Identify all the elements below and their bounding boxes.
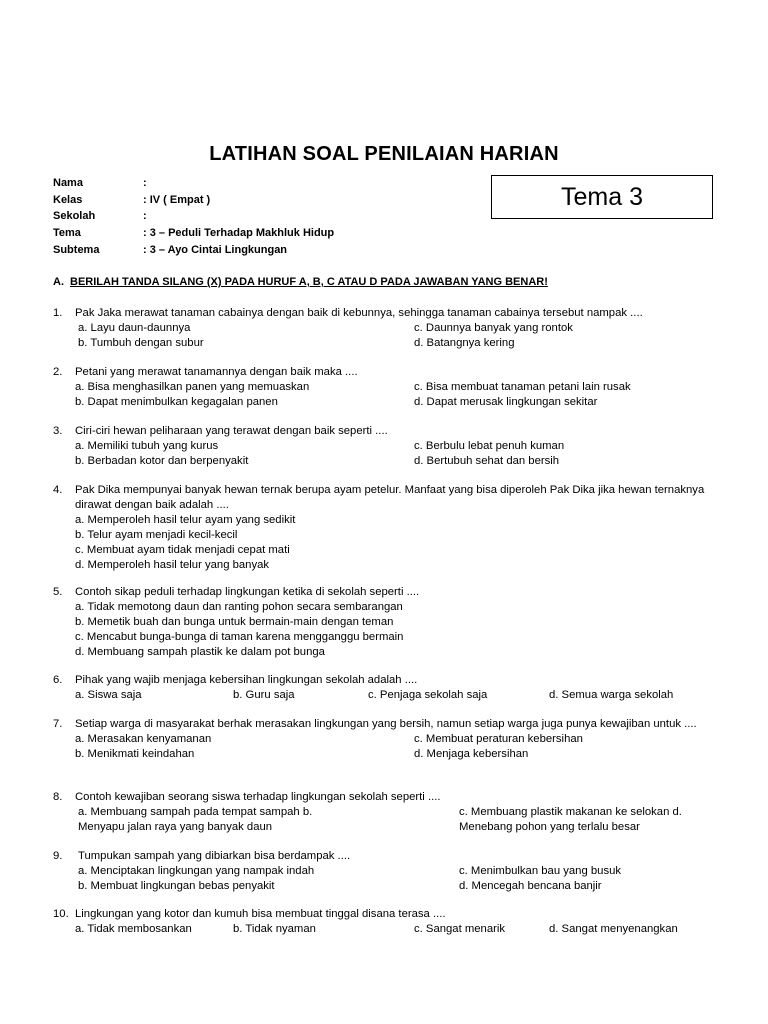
option-a[interactable]: a. Siswa saja (75, 689, 142, 701)
option-d[interactable]: d. Batangnya kering (414, 337, 515, 349)
question-7 (53, 717, 733, 762)
question-text: Contoh kewajiban seorang siswa terhadap lingkungan sekolah seperti .... (75, 791, 441, 803)
option-c[interactable]: c. Daunnya banyak yang rontok (414, 322, 573, 334)
question-4 (53, 483, 733, 573)
option-c[interactable]: c. Mencabut bunga-bunga di taman karena mengganggu bermain (75, 631, 404, 643)
option-d[interactable]: d. Menjaga kebersihan (414, 748, 529, 760)
theme-box (491, 175, 713, 219)
option-d[interactable]: d. Sangat menyenangkan (549, 923, 678, 935)
option-d[interactable]: d. Memperoleh hasil telur yang banyak (75, 559, 270, 571)
option-b[interactable]: b. Membuat lingkungan bebas penyakit (78, 880, 275, 892)
option-a[interactable]: a. Layu daun-daunnya (78, 322, 191, 334)
question-number: 9. (53, 850, 63, 862)
question-number: 3. (53, 425, 63, 437)
info-value: : IV ( Empat ) (143, 193, 211, 206)
option-c[interactable]: c. Sangat menarik (414, 923, 506, 935)
section-instruction (53, 276, 548, 288)
question-number: 10. (53, 908, 69, 920)
question-8 (53, 790, 733, 835)
option-c[interactable]: c. Membuat ayam tidak menjadi cepat mati (75, 544, 290, 556)
info-value: : 3 – Peduli Terhadap Makhluk Hidup (143, 227, 335, 240)
question-number: 5. (53, 586, 63, 598)
info-label: Sekolah (53, 210, 96, 223)
option-a[interactable]: a. Merasakan kenyamanan (75, 733, 212, 745)
info-label: Tema (53, 227, 81, 240)
question-5 (53, 585, 733, 660)
option-a[interactable]: a. Bisa menghasilkan panen yang memuaskan (75, 381, 310, 393)
question-number: 1. (53, 307, 63, 319)
option-c[interactable]: c. Membuang plastik makanan ke selokan d. (459, 806, 682, 818)
question-2 (53, 365, 733, 410)
option-c[interactable]: c. Berbulu lebat penuh kuman (414, 440, 565, 452)
student-info (53, 175, 334, 258)
question-number: 4. (53, 484, 63, 496)
question-text: Petani yang merawat tanamannya dengan baik maka .... (75, 366, 358, 378)
option-b[interactable]: Menyapu jalan raya yang banyak daun (78, 821, 273, 833)
option-c[interactable]: c. Bisa membuat tanaman petani lain rusak (414, 381, 631, 393)
question-10 (53, 907, 733, 937)
worksheet-title: LATIHAN SOAL PENILAIAN HARIAN (209, 143, 559, 165)
option-b[interactable]: b. Tumbuh dengan subur (78, 337, 204, 349)
question-number: 6. (53, 674, 63, 686)
option-c[interactable]: c. Membuat peraturan kebersihan (414, 733, 583, 745)
question-text: Pak Jaka merawat tanaman cabainya dengan baik di kebunnya, sehingga tanaman cabainya tersebut nampak .... (75, 307, 643, 319)
question-text: Contoh sikap peduli terhadap lingkungan ketika di sekolah seperti .... (75, 586, 420, 598)
theme-box-label: Tema 3 (561, 182, 643, 211)
question-6 (53, 673, 733, 703)
info-row-tema (53, 225, 334, 242)
question-number: 8. (53, 791, 63, 803)
question-text: Tumpukan sampah yang dibiarkan bisa berdampak .... (78, 850, 351, 862)
option-a[interactable]: a. Membuang sampah pada tempat sampah b. (78, 806, 313, 818)
option-b[interactable]: b. Memetik buah dan bunga untuk bermain-main dengan teman (75, 616, 394, 628)
question-9 (53, 849, 733, 894)
option-b[interactable]: b. Menikmati keindahan (75, 748, 195, 760)
option-a[interactable]: a. Memperoleh hasil telur ayam yang sedikit (75, 514, 296, 526)
info-row-subtema (53, 242, 334, 259)
question-1 (53, 306, 733, 351)
question-3 (53, 424, 733, 469)
question-text: Ciri-ciri hewan peliharaan yang terawat dengan baik seperti .... (75, 425, 388, 437)
option-d[interactable]: Menebang pohon yang terlalu besar (459, 821, 640, 833)
section-letter: A. (53, 276, 64, 288)
info-label: Nama (53, 177, 83, 189)
instruction-text: BERILAH TANDA SILANG (X) PADA HURUF A, B, C ATAU D PADA JAWABAN YANG BENAR! (70, 276, 548, 288)
option-d[interactable]: d. Membuang sampah plastik ke dalam pot bunga (75, 646, 325, 658)
option-c[interactable]: c. Penjaga sekolah saja (368, 689, 488, 701)
info-value: : (143, 177, 147, 189)
option-a[interactable]: a. Menciptakan lingkungan yang nampak indah (78, 865, 315, 877)
question-text: Setiap warga di masyarakat berhak merasakan lingkungan yang bersih, namun setiap warga juga punya kewajiban untuk .... (75, 718, 697, 730)
info-value: : (143, 210, 147, 223)
option-c[interactable]: c. Menimbulkan bau yang busuk (459, 865, 622, 877)
option-b[interactable]: b. Tidak nyaman (233, 923, 316, 935)
question-number: 2. (53, 366, 63, 378)
info-label: Kelas (53, 193, 83, 206)
option-b[interactable]: b. Guru saja (233, 689, 295, 701)
info-value: : 3 – Ayo Cintai Lingkungan (143, 243, 288, 256)
option-b[interactable]: b. Telur ayam menjadi kecil-kecil (75, 529, 238, 541)
info-row-nama (53, 175, 334, 192)
question-text: Lingkungan yang kotor dan kumuh bisa membuat tinggal disana terasa .... (75, 908, 446, 920)
info-row-kelas (53, 192, 334, 209)
info-row-sekolah (53, 208, 334, 225)
option-b[interactable]: b. Dapat menimbulkan kegagalan panen (75, 396, 278, 408)
option-d[interactable]: d. Bertubuh sehat dan bersih (414, 455, 560, 467)
option-d[interactable]: d. Dapat merusak lingkungan sekitar (414, 396, 598, 408)
option-d[interactable]: d. Mencegah bencana banjir (459, 880, 602, 892)
option-a[interactable]: a. Tidak memotong daun dan ranting pohon secara sembarangan (75, 601, 403, 613)
info-label: Subtema (53, 243, 100, 256)
question-number: 7. (53, 718, 63, 730)
option-d[interactable]: d. Semua warga sekolah (549, 689, 674, 701)
option-a[interactable]: a. Memiliki tubuh yang kurus (75, 440, 219, 452)
option-a[interactable]: a. Tidak membosankan (75, 923, 192, 935)
option-b[interactable]: b. Berbadan kotor dan berpenyakit (75, 455, 249, 467)
question-text: Pak Dika mempunyai banyak hewan ternak berupa ayam petelur. Manfaat yang bisa diperoleh Pak Dika jika hewan ternaknya dirawat dengan baik adalah .... (75, 484, 705, 511)
question-text: Pihak yang wajib menjaga kebersihan lingkungan sekolah adalah .... (75, 674, 418, 686)
